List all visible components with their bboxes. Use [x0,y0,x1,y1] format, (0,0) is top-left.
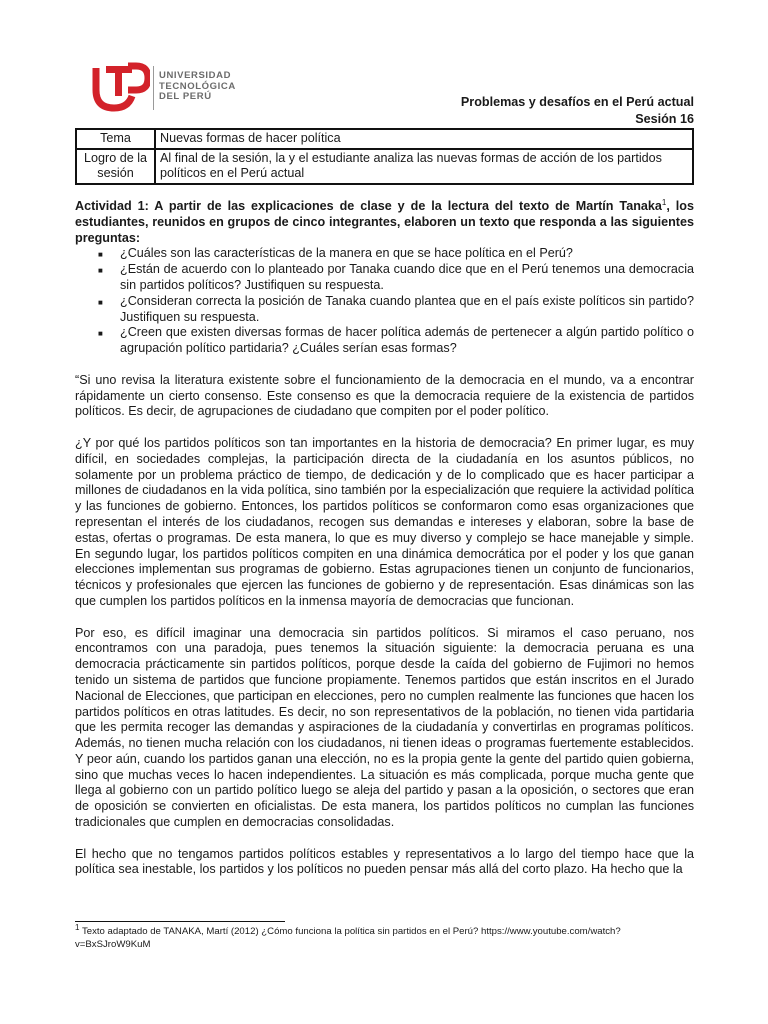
footnote [75,922,694,951]
footnote-divider [75,921,285,922]
questions-list [75,246,694,357]
paragraph: Por eso, es difícil imaginar una democracia sin partidos políticos. Si miramos el caso peruano, nos encontramos con una paradoja, pues tenemos la situación siguiente: la democracia peruana es una democracia prácticamente sin partidos políticos, porque desde la caída del gobierno de Fujimori no hemos tenido un sistema de partidos que funcione propiamente. Tenemos partidos que están inscritos en el Jurado Nacional de Elecciones, que participan en elecciones, pero no cumplen realmente las funciones que hacen los partidos políticos en otras latitudes. Es decir, no son representativos de la población, no tienen vida partidaria que les permita recoger las demandas y aspiraciones de la ciudadanía y convertirlas en programas políticos. Además, no tienen mucha relación con los ciudadanos, ni tienen ideas o programas fuertemente establecidos. Y peor aún, cuando los partidos ganan una elección, no es la propia gente la gente del partido quien gobierna, sino que muchas veces lo hacen independientes. La situación es más complicada, porque mucha gente que llega al gobierno con un partido político luego se aleja del partido y pasan a la oposición, o sectores que eran de oposición se convierten en oficialistas. De esta manera, los partidos políticos no cumplan las funciones tradicionales que cumplen en democracias consolidadas. [75,625,694,830]
course-title: Problemas y desafíos en el Perú actual [460,95,694,109]
session-info-table [75,128,694,185]
activity-intro [75,199,694,246]
footnote-mark: 1 [75,922,80,932]
footnote-text[interactable]: Texto adaptado de TANAKA, Martí (2012) ¿Cómo funciona la política sin partidos en el Perú? https://www.youtube.com/watch?v=BxSJroW9KuM [75,926,621,950]
footnote-reference[interactable]: 1 [661,197,667,207]
table-row [76,149,693,184]
tema-label: Tema [76,129,155,149]
utp-logo-icon [92,62,150,114]
logo-divider [153,66,154,110]
list-item: ■ ¿Consideran correcta la posición de Tanaka cuando plantea que en el país existe políticos sin partido? Justifiquen su respuesta. [98,293,694,324]
paragraph: ¿Y por qué los partidos políticos son tan importantes en la historia de democracia? En primer lugar, es muy difícil, en sociedades complejas, la participación directa de la ciudadanía en los asuntos públicos, no solamente por un problema práctico de tiempo, de dedicación y de lo complicado que es hacer participar a millones de ciudadanos en la vida política, sino también por la especialización que requiere la actividad política y las funciones de gobierno. Entonces, los partidos políticos se conformaron como esas organizaciones que representan el interés de los ciudadanos, recogen sus demandas e intereses y elaboran, sobre la base de estas, ofertas o programas. De esta manera, lo que es muy diverso y complejo se hace manejable y simple. En segundo lugar, los partidos políticos compiten en una dinámica democrática por el poder y los que ganan elecciones implementan sus programas de gobierno. Estas agrupaciones tienen un conjunto de funcionarios, técnicos y profesionales que ejercen las funciones de gobierno y de representación. Esas dinámicas son las que cumplen los partidos políticos en la inmensa mayoría de democracias que funcionan. [75,435,694,608]
square-bullet-icon: ■ [98,266,103,276]
logro-label: Logro de la sesión [76,149,155,184]
square-bullet-icon: ■ [98,297,103,307]
document-body [75,199,694,878]
list-item: ■ ¿Están de acuerdo con lo planteado por Tanaka cuando dice que en el Perú tenemos una democracia sin partidos políticos? Justifiquen su respuesta. [98,262,694,292]
document-header [461,94,694,128]
square-bullet-icon: ■ [98,329,103,339]
session-number: Sesión 16 [635,112,694,126]
list-item: ■ ¿Creen que existen diversas formas de hacer política además de pertenecer a algún partido político o agrupación político partidaria? ¿Cuáles serían esas formas? [98,325,694,356]
activity-instructions: , los estudiantes, reunidos en grupos de cinco integrantes, elaboren un texto que responda a las siguientes preguntas: [75,199,694,245]
tema-value: Nuevas formas de hacer política [155,129,693,149]
paragraph: El hecho que no tengamos partidos políticos estables y representativos a lo largo del tiempo hace que la política sea inestable, los partidos y los políticos no pueden pensar más allá del corto plazo. Ha hecho que la [75,846,694,877]
paragraph: “Si uno revisa la literatura existente sobre el funcionamiento de la democracia en el mundo, va a encontrar rápidamente un cierto consenso. Este consenso es que la democracia requiere de la existencia de partidos políticos. Es decir, de agrupaciones de ciudadano que compiten por el poder político. [75,372,694,419]
table-row [76,129,693,149]
logo-wordmark: UNIVERSIDAD TECNOLÓGICA DEL PERÚ [159,70,236,102]
activity-title: Actividad 1: A partir de las explicaciones de clase y de la lectura del texto de Martín Tanaka [75,199,662,213]
university-logo [92,62,252,114]
square-bullet-icon: ■ [98,250,103,260]
logro-value: Al final de la sesión, la y el estudiante analiza las nuevas formas de acción de los partidos políticos en el Perú actual [155,149,693,184]
list-item: ■ ¿Cuáles son las características de la manera en que se hace política en el Perú? [75,246,694,262]
